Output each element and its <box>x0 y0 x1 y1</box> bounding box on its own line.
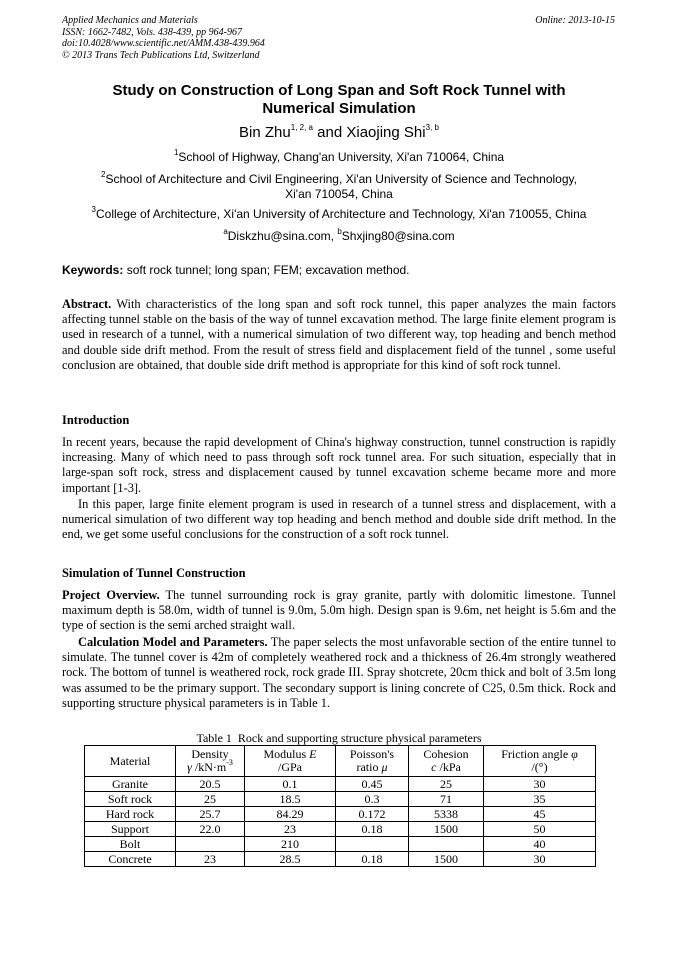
cell: 28.5 <box>245 852 336 867</box>
cell: 25 <box>176 792 245 807</box>
cell: 0.172 <box>336 807 409 822</box>
journal-name: Applied Mechanics and Materials <box>62 15 198 26</box>
col-density: Density γ $/kN\cdot m^{-3}$ <box>176 746 245 777</box>
cell: 22.0 <box>176 822 245 837</box>
abstract <box>62 297 616 373</box>
cell: 40 <box>484 837 596 852</box>
cell: 71 <box>409 792 484 807</box>
cell: 1500 <box>409 852 484 867</box>
simulation-heading: Simulation of Tunnel Construction <box>62 566 246 580</box>
calculation-model-text: The paper selects the most unfavorable section of the entire tunnel to simulate. The tunnel cover is 42m of completely weathered rock and a thickness of 26.4m strongly weathered rock. The bottom of tunnel is weathered rock, rock grade III. Spray shotcrete, 20cm thick and bolt of 3.5m long was assumed to be the primary support. The secondary support is lining concrete of C25, 0.5m thick. Rock and supporting structure physical parameters is in Table 1. <box>62 635 617 710</box>
emails <box>62 229 616 244</box>
col-friction: Friction angle φ /(°) <box>484 746 596 777</box>
cell: 35 <box>484 792 596 807</box>
aff3-sup: 3 <box>91 205 96 214</box>
col-material: Material <box>85 746 176 777</box>
cell: 20.5 <box>176 777 245 792</box>
aff1-text: School of Highway, Chang'an University, Xi'an 710064, China <box>178 150 505 164</box>
cell: Support <box>85 822 176 837</box>
table-row <box>85 852 596 867</box>
cell: 1500 <box>409 822 484 837</box>
table-row <box>85 807 596 822</box>
cell: 0.3 <box>336 792 409 807</box>
cell: 23 <box>176 852 245 867</box>
author-2-sup: 3, b <box>425 123 439 132</box>
author-and: and <box>313 124 347 141</box>
table-caption: Table 1 Rock and supporting structure physical parameters <box>196 731 482 745</box>
parameters-table <box>84 745 596 867</box>
aff1-sup: 1 <box>173 148 179 157</box>
online-date: Online: 2013-10-15 <box>535 15 615 26</box>
affiliation-2 <box>62 172 616 202</box>
col-cohesion: Cohesion c /kPa <box>409 746 484 777</box>
table-row <box>85 837 596 852</box>
project-overview-text: The tunnel surrounding rock is gray granite, partly with dolomitic limestone. Tunnel maximum depth is 58.0m, width of tunnel is 9.0m, 5.0m high. Design span is 9.6m, net height is 5.6m and the type of section is the semi arched straight wall. <box>62 588 616 633</box>
cell: Hard rock <box>85 807 176 822</box>
affiliation-1 <box>62 150 616 165</box>
cell: 0.1 <box>245 777 336 792</box>
email-b-sup: b <box>337 227 342 236</box>
col-modulus: Modulus E /GPa <box>245 746 336 777</box>
title-line-2: Numerical Simulation <box>262 100 416 117</box>
author-1-sup: 1, 2, a <box>290 123 313 132</box>
cell: 18.5 <box>245 792 336 807</box>
paper-title <box>62 82 616 118</box>
cell: Concrete <box>85 852 176 867</box>
table-row <box>85 822 596 837</box>
aff2-text-2: Xi'an 710054, China <box>285 187 393 201</box>
cell: 0.45 <box>336 777 409 792</box>
intro-paragraph-2: In this paper, large finite element program is used in research of a tunnel stress and displacement, with a numerical simulation of two different way top heading and bench method and double side drift method. In the end, we get some useful conclusions for the construction of a soft rock tunnel. <box>62 497 616 542</box>
calculation-model <box>62 635 616 711</box>
cell: 0.18 <box>336 822 409 837</box>
copyright: © 2013 Trans Tech Publications Ltd, Switzerland <box>62 49 260 61</box>
author-line <box>62 124 616 141</box>
project-overview <box>62 588 616 634</box>
calculation-model-label: Calculation Model and Parameters. <box>78 635 268 649</box>
abstract-text: With characteristics of the long span and soft rock tunnel, this paper analyzes the main factors affecting tunnel stable on the basis of the way of tunnel excavation method. The large finite element program is used in research of a tunnel, with a numerical simulation of two different way, top heading and bench method and double side drift method. From the result of stress field and displacement field of the tunnel , some useful conclusion are obtained, that double side drift method is appropriate for this kind of soft rock tunnel. <box>62 297 616 372</box>
cell: 0.18 <box>336 852 409 867</box>
keywords-text: soft rock tunnel; long span; FEM; excavation method. <box>123 263 410 277</box>
col-poisson: Poisson's ratio μ <box>336 746 409 777</box>
project-overview-label: Project Overview. <box>62 588 160 602</box>
cell: 50 <box>484 822 596 837</box>
aff2-sup: 2 <box>101 170 106 179</box>
author-2: Xiaojing Shi <box>346 124 426 141</box>
journal-header <box>62 15 265 61</box>
cell <box>409 837 484 852</box>
table-row <box>85 777 596 792</box>
keywords <box>62 263 616 277</box>
keywords-label: Keywords: <box>62 263 124 277</box>
cell: 5338 <box>409 807 484 822</box>
title-line-1: Study on Construction of Long Span and Soft Rock Tunnel with <box>112 82 566 99</box>
cell <box>176 837 245 852</box>
email-b: Shxjing80@sina.com <box>341 229 455 243</box>
cell: 210 <box>245 837 336 852</box>
email-a: Diskzhu@sina.com, <box>227 229 338 243</box>
cell: 30 <box>484 777 596 792</box>
abstract-label: Abstract. <box>62 297 112 311</box>
table-row <box>85 792 596 807</box>
cell: Soft rock <box>85 792 176 807</box>
cell: 23 <box>245 822 336 837</box>
aff3-text: College of Architecture, Xi'an University of Architecture and Technology, Xi'an 710055, China <box>96 207 587 221</box>
intro-paragraph-1: In recent years, because the rapid development of China's highway construction, tunnel construction is rapidly increasing. Many of which need to pass through soft rock tunnel area. For such situation, especially that in large-span soft rock, stress and displacement caused by tunnel excavation scheme became more and more important [1-3]. <box>62 435 616 495</box>
cell: Bolt <box>85 837 176 852</box>
cell: 25.7 <box>176 807 245 822</box>
issn: ISSN: 1662-7482, Vols. 438-439, pp 964-967 <box>62 26 242 38</box>
cell <box>336 837 409 852</box>
aff2-text-1: School of Architecture and Civil Engineering, Xi'an University of Science and Technology, <box>105 172 577 186</box>
cell: 84.29 <box>245 807 336 822</box>
cell: 25 <box>409 777 484 792</box>
cell: Granite <box>85 777 176 792</box>
table-header-row <box>85 746 596 777</box>
doi: doi:10.4028/www.scientific.net/AMM.438-439.964 <box>62 38 265 49</box>
cell: 45 <box>484 807 596 822</box>
author-1: Bin Zhu <box>239 124 291 141</box>
cell: 30 <box>484 852 596 867</box>
email-a-sup: a <box>223 227 228 236</box>
intro-heading: Introduction <box>62 413 130 427</box>
affiliation-3 <box>62 207 616 222</box>
